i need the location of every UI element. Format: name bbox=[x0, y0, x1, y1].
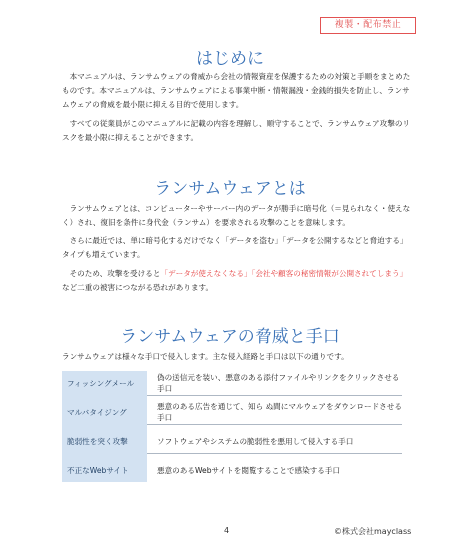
section-heading-threats: ランサムウェアの脅威と手口 bbox=[120, 327, 340, 347]
route-name: マルバタイジング bbox=[62, 400, 147, 425]
whatis-paragraph-1: ランサムウェアとは、コンピューターやサーバー内のデータが勝手に暗号化（＝見られなく・使えなく）され、復旧を条件に身代金（ランサム）を要求される攻撃のことを意味します。 bbox=[62, 204, 411, 227]
table-row bbox=[62, 400, 402, 425]
whatis-paragraph-2: さらに最近では、単に暗号化するだけでなく「データを盗む」「データを公開するなどと脅迫する」タイプも増えています。 bbox=[62, 236, 408, 259]
page-number: 4 bbox=[224, 526, 230, 535]
route-description: 悪意のあるWebサイトを閲覧することで感染する手口 bbox=[157, 465, 341, 475]
table-row bbox=[62, 458, 402, 482]
copyright-notice: ©株式会社mayclass bbox=[334, 527, 412, 536]
threats-intro: ランサムウェアは様々な手口で侵入します。主な侵入経路と手口は以下の通りです。 bbox=[62, 352, 349, 361]
table-row bbox=[62, 371, 402, 396]
whatis-p3-before: そのため、攻撃を受けると bbox=[69, 269, 161, 278]
whatis-p3-highlight-1: 「データが使えなくなる」 bbox=[160, 269, 252, 278]
route-name: 脆弱性を突く攻撃 bbox=[62, 429, 147, 454]
confidential-stamp: 複製・配布禁止 bbox=[320, 17, 416, 34]
route-name: フィッシングメール bbox=[62, 371, 147, 396]
section-heading-what-is: ランサムウェアとは bbox=[154, 179, 306, 199]
route-description: 偽の送信元を装い、悪意のある添付ファイルやリンクをクリックさせる手口 bbox=[147, 371, 402, 396]
route-description: 悪意のある広告を通じて、知ら ぬ間にマルウェアをダウンロードさせる手口 bbox=[147, 400, 402, 425]
whatis-p3-after: など二重の被害につながる恐れがあります。 bbox=[62, 283, 214, 292]
intro-paragraph-1: 本マニュアルは、ランサムウェアの脅威から会社の情報資産を保護するための対策と手順をまとめたものです。本マニュアルは、ランサムウェアによる事業中断・情報漏洩・金銭的損失を防止し、ランサムウェアの脅威を最小限に抑える目的で使用します。 bbox=[62, 72, 411, 109]
route-name: 不正なWebサイト bbox=[62, 458, 147, 482]
table-row bbox=[62, 429, 402, 454]
intrusion-routes-table bbox=[62, 371, 402, 482]
whatis-paragraph-3 bbox=[62, 267, 412, 295]
intro-paragraph-2: すべての従業員がこのマニュアルに記載の内容を理解し、順守することで、ランサムウェア攻撃のリスクを最小限に抑えることができます。 bbox=[62, 119, 411, 142]
section-heading-intro: はじめに bbox=[196, 49, 264, 69]
whatis-p3-highlight-2: 「会社や顧客の秘密情報が公開されてしまう」 bbox=[251, 269, 408, 278]
route-description: ソフトウェアやシステムの脆弱性を悪用して侵入する手口 bbox=[147, 429, 402, 454]
